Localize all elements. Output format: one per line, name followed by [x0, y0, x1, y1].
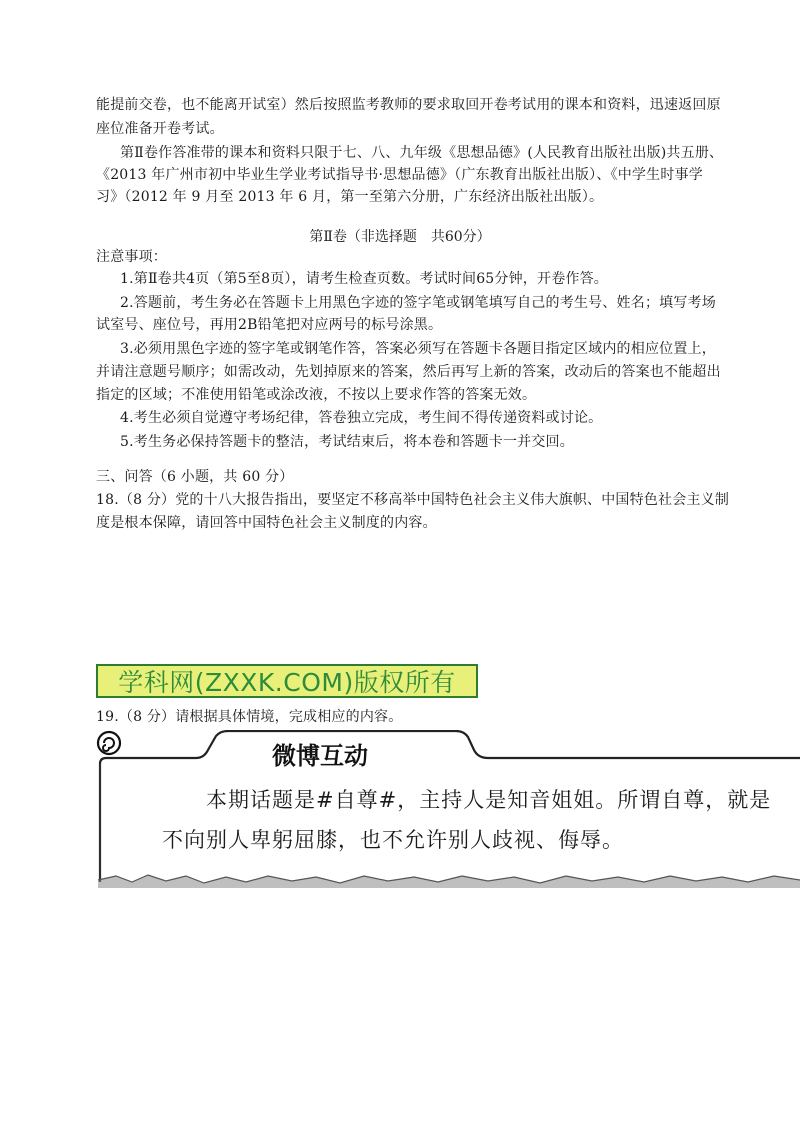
notice-item-3: 3.必须用黑色字迹的签字笔或钢笔作答，答案必须写在答题卡各题目指定区域内的相应位置上，	[120, 341, 716, 357]
weibo-text-line-2: 不向别人卑躬屈膝，也不允许别人歧视、侮辱。	[162, 828, 624, 852]
weibo-text-line-1: 本期话题是#自尊#，主持人是知音姐姐。所谓自尊，就是	[206, 788, 772, 812]
notice-item-3-cont-1: 并请注意题号顺序；如需改动，先划掉原来的答案，然后再写上新的答案，改动后的答案也不能超出	[96, 364, 721, 380]
copyright-banner-text: 学科网(ZXXK.COM)版权所有	[118, 668, 456, 697]
intro-line-3: 第Ⅱ卷作答准带的课本和资料只限于七、八、九年级《思想品德》(人民教育出版社出版)共五册、	[120, 145, 724, 161]
notice-item-1: 1.第Ⅱ卷共4页（第5至8页），请考生检查页数。考试时间65分钟，开卷作答。	[120, 271, 609, 287]
intro-line-5: 习》（2012 年 9 月至 2013 年 6 月，第一至第六分册，广东经济出版社出版）。	[96, 189, 604, 205]
spiral-icon	[96, 730, 122, 756]
notice-item-5: 5.考生务必保持答题卡的整洁，考试结束后，将本卷和答题卡一并交回。	[120, 434, 574, 450]
notice-label: 注意事项：	[96, 249, 167, 265]
question-18-line-2: 度是根本保障，请回答中国特色社会主义制度的内容。	[96, 515, 437, 531]
notice-item-2: 2.答题前，考生务必在答题卡上用黑色字迹的签字笔或钢笔填写自己的考生号、姓名；填写考场	[120, 295, 716, 311]
question-18-line-1: 18.（8 分）党的十八大报告指出，要坚定不移高举中国特色社会主义伟大旗帜、中国特色社会主义制	[96, 492, 730, 508]
section-3-heading: 三、问答（6 小题，共 60 分）	[96, 469, 294, 485]
weibo-card	[96, 730, 800, 890]
copyright-banner	[96, 664, 478, 698]
question-19: 19.（8 分）请根据具体情境，完成相应的内容。	[96, 709, 403, 725]
section-2-title: 第Ⅱ卷（非选择题 共60分）	[309, 229, 491, 245]
notice-item-4: 4.考生必须自觉遵守考场纪律，答卷独立完成，考生间不得传递资料或讨论。	[120, 410, 603, 426]
notice-item-3-cont-2: 指定的区域；不准使用铅笔或涂改液，不按以上要求作答的答案无效。	[96, 387, 537, 403]
weibo-title: 微博互动	[272, 742, 368, 770]
intro-line-4: 《2013 年广州市初中毕业生学业考试指导书·思想品德》（广东教育出版社出版）、《中学生时事学	[96, 167, 703, 183]
intro-line-2: 座位准备开卷考试。	[96, 121, 224, 137]
notice-item-2-cont: 试室号、座位号，再用2B铅笔把对应两号的标号涂黑。	[96, 317, 443, 333]
intro-line-1: 能提前交卷，也不能离开试室）然后按照监考教师的要求取回开卷考试用的课本和资料，迅速返回原	[96, 97, 721, 113]
